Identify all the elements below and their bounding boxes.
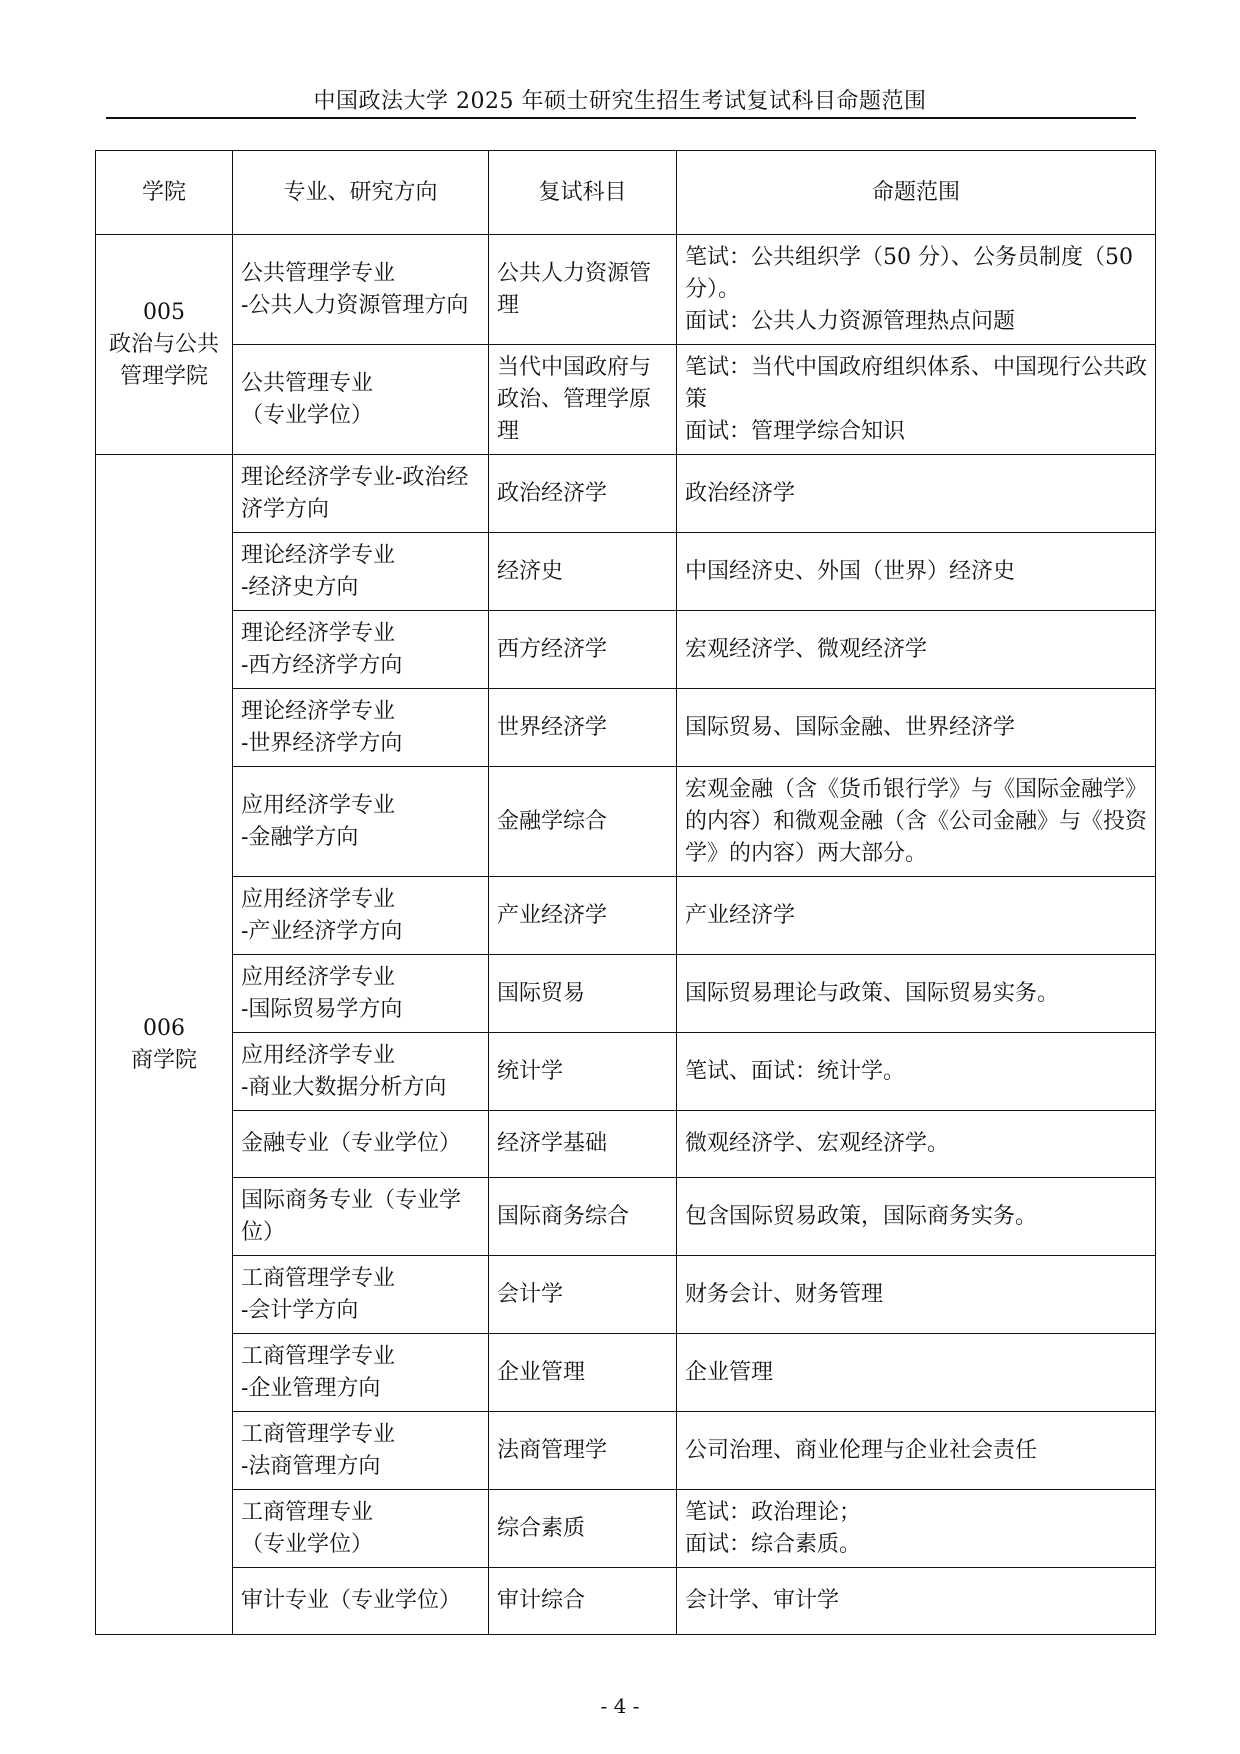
- scope-cell-line: 笔试、面试：统计学。: [685, 1058, 906, 1084]
- scope-cell: [677, 1568, 1156, 1635]
- major-cell-line: 公共管理专业: [241, 370, 374, 396]
- major-cell: [233, 235, 489, 345]
- subject-cell-line: 国际商务综合: [497, 1203, 630, 1229]
- college-cell: [96, 235, 233, 455]
- major-cell: [233, 1111, 489, 1178]
- table-row: [96, 1033, 1156, 1111]
- scope-cell: [677, 533, 1156, 611]
- exam-scope-table: [95, 150, 1156, 1635]
- subject-cell: [489, 1412, 677, 1490]
- scope-cell: [677, 1490, 1156, 1568]
- scope-cell-line: 政治经济学: [685, 480, 796, 506]
- subject-cell-line: 当代中国政府与政治、管理学原理: [497, 354, 652, 444]
- scope-cell: [677, 1178, 1156, 1256]
- subject-cell: [489, 533, 677, 611]
- major-cell-line: -会计学方向: [241, 1297, 359, 1323]
- scope-cell-line: 面试：公共人力资源管理热点问题: [685, 308, 1016, 334]
- major-cell: [233, 1256, 489, 1334]
- college-cell: [96, 455, 233, 1635]
- major-cell: [233, 955, 489, 1033]
- subject-cell: [489, 455, 677, 533]
- major-cell-line: 应用经济学专业: [241, 886, 396, 912]
- major-cell-line: 应用经济学专业: [241, 964, 396, 990]
- major-cell-line: 应用经济学专业: [241, 1042, 396, 1068]
- subject-cell: [489, 1256, 677, 1334]
- subject-cell-line: 综合素质: [497, 1515, 586, 1541]
- subject-cell: [489, 1568, 677, 1635]
- major-cell: [233, 1178, 489, 1256]
- scope-cell: [677, 455, 1156, 533]
- table-row: [96, 1256, 1156, 1334]
- subject-cell: [489, 955, 677, 1033]
- major-cell-line: （专业学位）: [241, 402, 374, 428]
- table-row: [96, 1568, 1156, 1635]
- scope-cell-line: 宏观金融（含《货币银行学》与《国际金融学》的内容）和微观金融（含《公司金融》与《投资学》的内容）两大部分。: [685, 776, 1148, 866]
- college-code: 006: [143, 1015, 185, 1041]
- table-row: [96, 533, 1156, 611]
- subject-cell: [489, 1334, 677, 1412]
- major-cell-line: 工商管理学专业: [241, 1343, 396, 1369]
- header-divider: [106, 117, 1136, 119]
- major-cell: [233, 611, 489, 689]
- major-cell: [233, 345, 489, 455]
- scope-cell-line: 笔试：公共组织学（50 分）、公务员制度（50 分）。: [685, 244, 1133, 302]
- table-row: [96, 345, 1156, 455]
- scope-cell-line: 公司治理、商业伦理与企业社会责任: [685, 1437, 1038, 1463]
- major-cell-line: 审计专业（专业学位）: [241, 1588, 462, 1613]
- table-row: [96, 767, 1156, 877]
- table-row: [96, 1334, 1156, 1412]
- subject-cell-line: 西方经济学: [497, 636, 608, 662]
- scope-cell: [677, 1033, 1156, 1111]
- college-name: 商学院: [130, 1047, 197, 1073]
- table-row: [96, 611, 1156, 689]
- scope-cell: [677, 1334, 1156, 1412]
- major-cell-line: （专业学位）: [241, 1531, 374, 1557]
- table-row: [96, 877, 1156, 955]
- subject-cell: [489, 689, 677, 767]
- subject-cell-line: 法商管理学: [497, 1437, 608, 1463]
- major-cell: [233, 533, 489, 611]
- scope-cell: [677, 1256, 1156, 1334]
- subject-cell: [489, 767, 677, 877]
- scope-cell: [677, 345, 1156, 455]
- table-row: [96, 235, 1156, 345]
- major-cell-line: -商业大数据分析方向: [241, 1074, 447, 1100]
- subject-cell: [489, 345, 677, 455]
- scope-cell-line: 笔试：政治理论；: [685, 1499, 862, 1525]
- scope-cell-line: 财务会计、财务管理: [685, 1281, 884, 1307]
- major-cell-line: 理论经济学专业: [241, 620, 396, 646]
- subject-cell-line: 公共人力资源管理: [497, 260, 652, 318]
- major-cell-line: 工商管理专业: [241, 1499, 374, 1525]
- subject-cell: [489, 1178, 677, 1256]
- major-cell-line: 理论经济学专业: [241, 542, 396, 568]
- scope-cell: [677, 767, 1156, 877]
- major-cell-line: 工商管理学专业: [241, 1421, 396, 1447]
- major-cell: [233, 455, 489, 533]
- subject-cell-line: 经济学基础: [497, 1131, 608, 1156]
- major-cell-line: -国际贸易学方向: [241, 996, 403, 1022]
- subject-cell-line: 企业管理: [497, 1359, 586, 1385]
- column-header-college: 学院: [96, 151, 233, 235]
- scope-cell: [677, 611, 1156, 689]
- major-cell: [233, 1568, 489, 1635]
- major-cell-line: -金融学方向: [241, 824, 359, 850]
- column-header-major: 专业、研究方向: [233, 151, 489, 235]
- subject-cell: [489, 611, 677, 689]
- major-cell-line: -经济史方向: [241, 574, 359, 600]
- major-cell: [233, 767, 489, 877]
- subject-cell-line: 国际贸易: [497, 980, 586, 1006]
- college-name: 政治与公共管理学院: [108, 331, 219, 389]
- scope-cell-line: 国际贸易、国际金融、世界经济学: [685, 714, 1016, 740]
- major-cell-line: 金融专业（专业学位）: [241, 1131, 462, 1156]
- table-row: [96, 1111, 1156, 1178]
- subject-cell-line: 经济史: [497, 558, 564, 584]
- major-cell-line: -产业经济学方向: [241, 918, 403, 944]
- scope-cell-line: 包含国际贸易政策，国际商务实务。: [685, 1203, 1038, 1229]
- scope-cell: [677, 955, 1156, 1033]
- page-number: - 4 -: [600, 1694, 640, 1718]
- major-cell-line: 工商管理学专业: [241, 1265, 396, 1291]
- table-row: [96, 455, 1156, 533]
- subject-cell-line: 统计学: [497, 1058, 564, 1084]
- column-header-subject: 复试科目: [489, 151, 677, 235]
- major-cell-line: 理论经济学专业: [241, 698, 396, 724]
- table-body: [96, 235, 1156, 1635]
- subject-cell-line: 会计学: [497, 1281, 564, 1307]
- subject-cell: [489, 235, 677, 345]
- page-header-title: 中国政法大学 2025 年硕士研究生招生考试复试科目命题范围: [313, 89, 927, 114]
- scope-cell-line: 国际贸易理论与政策、国际贸易实务。: [685, 980, 1060, 1006]
- major-cell: [233, 1334, 489, 1412]
- major-cell: [233, 1033, 489, 1111]
- scope-cell: [677, 689, 1156, 767]
- scope-cell-line: 会计学、审计学: [685, 1588, 840, 1613]
- major-cell: [233, 1412, 489, 1490]
- scope-cell-line: 面试：综合素质。: [685, 1531, 862, 1557]
- scope-cell: [677, 877, 1156, 955]
- table-row: [96, 1490, 1156, 1568]
- table-row: [96, 1178, 1156, 1256]
- subject-cell: [489, 1033, 677, 1111]
- scope-cell-line: 宏观经济学、微观经济学: [685, 636, 928, 662]
- scope-cell-line: 微观经济学、宏观经济学。: [685, 1131, 950, 1156]
- scope-cell: [677, 235, 1156, 345]
- scope-cell-line: 面试：管理学综合知识: [685, 418, 906, 444]
- table-row: [96, 955, 1156, 1033]
- scope-cell-line: 中国经济史、外国（世界）经济史: [685, 558, 1016, 584]
- scope-cell-line: 企业管理: [685, 1359, 774, 1385]
- major-cell-line: 国际商务专业（专业学位）: [241, 1187, 462, 1245]
- college-code: 005: [143, 299, 185, 325]
- major-cell-line: 理论经济学专业-政治经济学方向: [241, 464, 469, 522]
- major-cell-line: -公共人力资源管理方向: [241, 292, 469, 318]
- subject-cell: [489, 877, 677, 955]
- major-cell-line: -西方经济学方向: [241, 652, 403, 678]
- scope-cell-line: 笔试：当代中国政府组织体系、中国现行公共政策: [685, 354, 1148, 412]
- subject-cell-line: 金融学综合: [497, 808, 608, 834]
- major-cell: [233, 689, 489, 767]
- major-cell: [233, 877, 489, 955]
- column-header-scope: 命题范围: [677, 151, 1156, 235]
- subject-cell: [489, 1111, 677, 1178]
- major-cell-line: 公共管理学专业: [241, 260, 396, 286]
- major-cell-line: -法商管理方向: [241, 1453, 381, 1479]
- subject-cell-line: 产业经济学: [497, 902, 608, 928]
- subject-cell-line: 政治经济学: [497, 480, 608, 506]
- subject-cell: [489, 1490, 677, 1568]
- scope-cell-line: 产业经济学: [685, 902, 796, 928]
- major-cell-line: -世界经济学方向: [241, 730, 403, 756]
- subject-cell-line: 世界经济学: [497, 714, 608, 740]
- major-cell-line: 应用经济学专业: [241, 792, 396, 818]
- scope-cell: [677, 1111, 1156, 1178]
- major-cell-line: -企业管理方向: [241, 1375, 381, 1401]
- scope-cell: [677, 1412, 1156, 1490]
- major-cell: [233, 1490, 489, 1568]
- table-row: [96, 1412, 1156, 1490]
- subject-cell-line: 审计综合: [497, 1588, 586, 1613]
- table-row: [96, 689, 1156, 767]
